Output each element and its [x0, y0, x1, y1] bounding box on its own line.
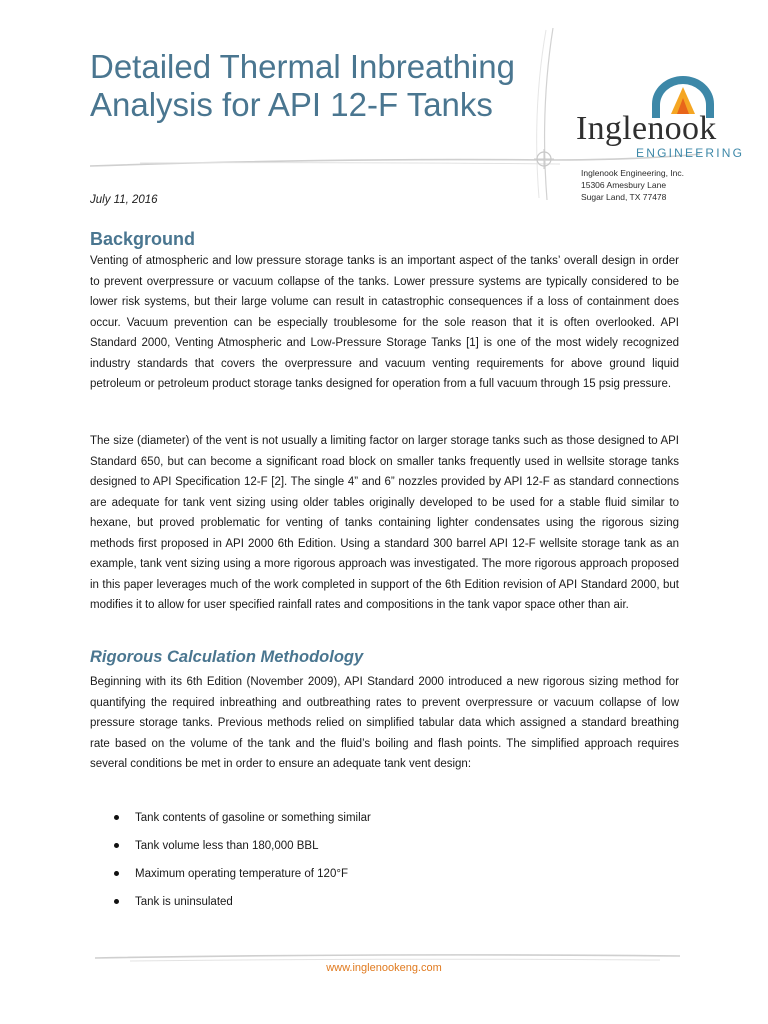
list-item: Tank contents of gasoline or something similar: [90, 808, 679, 836]
list-item: Maximum operating temperature of 120°F: [90, 864, 679, 892]
bullet-icon: [114, 899, 119, 904]
background-paragraph-2: The size (diameter) of the vent is not usually a limiting factor on larger storage tanks such as those designed to API Standard 650, but can become a significant road block on smaller tanks frequently used in wellsite storage tanks designed to API Specification 12-F [2]. The single 4” and 6” nozzles provided by API 12-F as standard connections are adequate for tank vent sizing using older tables originally developed to be used for a stable fluid similar to hexane, but proved problematic for venting of tanks containing lighter condensates using the rigorous sizing methods first proposed in API 2000 6th Edition. Using a standard 300 barrel API 12-F wellsite storage tank as an example, tank vent sizing using a more rigorous approach was investigated. The more rigorous approach proposed in this paper leverages much of the work completed in support of the 6th Edition revision of API Standard 2000, but modifies it to allow for user specified rainfall rates and compositions in the tank vapor space other than air.: [90, 435, 679, 611]
title-line-2: Analysis for API 12-F Tanks: [90, 86, 493, 123]
document-title: [90, 48, 550, 124]
address-line-company: Inglenook Engineering, Inc.: [581, 168, 685, 178]
footer-rule: [95, 955, 680, 958]
bullet-icon: [114, 843, 119, 848]
company-address: [581, 167, 684, 203]
methodology-paragraph-1: Beginning with its 6th Edition (November 2009), API Standard 2000 introduced a new rigorous sizing method for quantifying the required inbreathing and outbreathing rates to prevent overpressure or vacuum collapse of low pressure storage tanks. Previous methods relied on simplified tabular data which assigned a standard breathing rate based on the volume of the tank and the fluid’s boiling and flash points. The simplified approach requires several conditions be met in order to ensure an adequate tank vent design:: [90, 676, 679, 770]
logo-wordmark: Inglenook: [576, 110, 717, 147]
background-paragraph-1: Venting of atmospheric and low pressure storage tanks is an important aspect of the tanks’ overall design in order to prevent overpressure or vacuum collapse of the tanks. Lower pressure systems are typically considered to be lower risk systems, but their large volume can result in catastrophic consequences if a loss of containment does occur. Vacuum prevention can be especially troublesome for the sole reason that it is often overlooked. API Standard 2000, Venting Atmospheric and Low-Pressure Storage Tanks [1] is one of the most widely recognized industry standards that covers the overpressure and vacuum venting requirements for above ground liquid petroleum or petroleum product storage tanks designed for operation from a full vacuum through 15 psig pressure.: [90, 255, 679, 390]
header-rule: [90, 154, 700, 166]
footer-website-link[interactable]: www.inglenookeng.com: [326, 962, 442, 974]
list-item: Tank volume less than 180,000 BBL: [90, 836, 679, 864]
requirements-list: [90, 808, 679, 920]
bullet-icon: [114, 815, 119, 820]
title-line-1: Detailed Thermal Inbreathing: [90, 48, 515, 85]
section-heading-methodology: Rigorous Calculation Methodology: [90, 648, 364, 666]
bullet-icon: [114, 871, 119, 876]
footer-rule-secondary: [130, 959, 660, 961]
document-date: July 11, 2016: [90, 194, 158, 206]
logo-subtitle: ENGINEERING: [636, 146, 745, 160]
section-heading-background: Background: [90, 229, 196, 249]
address-line-city: Sugar Land, TX 77478: [581, 192, 667, 202]
address-line-street: 15306 Amesbury Lane: [581, 180, 667, 190]
list-item: Tank is uninsulated: [90, 892, 679, 920]
